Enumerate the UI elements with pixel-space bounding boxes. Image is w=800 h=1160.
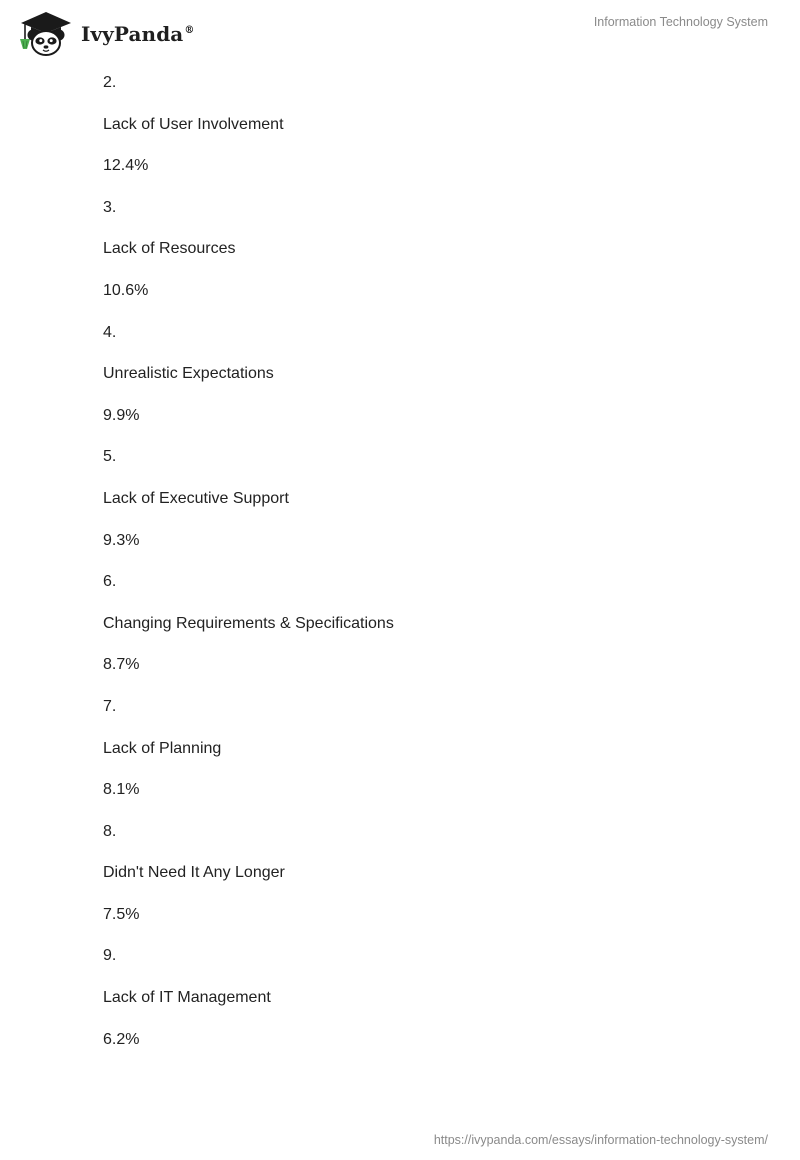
percent-6: 8.7%	[103, 656, 140, 674]
rank-9: 9.	[103, 947, 117, 965]
panda-mascot-icon	[15, 8, 77, 58]
percent-8: 7.5%	[103, 905, 140, 923]
rank-4: 4.	[103, 323, 117, 341]
percent-4: 9.9%	[103, 406, 140, 424]
factor-7: Lack of Planning	[103, 739, 222, 757]
factor-4: Unrealistic Expectations	[103, 365, 274, 383]
factor-5: Lack of Executive Support	[103, 489, 289, 507]
factor-6: Changing Requirements & Specifications	[103, 614, 394, 632]
rank-3: 3.	[103, 198, 117, 216]
rank-6: 6.	[103, 573, 117, 591]
page-header	[0, 0, 800, 60]
percent-9: 6.2%	[103, 1030, 140, 1048]
factor-9: Lack of IT Management	[103, 989, 271, 1007]
brand-name	[81, 22, 194, 46]
percent-3: 10.6%	[103, 281, 149, 299]
registered-mark: ®	[184, 25, 195, 37]
rank-2: 2.	[103, 74, 117, 91]
percent-5: 9.3%	[103, 531, 140, 549]
document-title: Information Technology System	[593, 15, 768, 29]
brand-name-text: IvyPanda	[81, 22, 184, 46]
source-url[interactable]: https://ivypanda.com/essays/information-technology-system/	[433, 1133, 768, 1147]
factor-3: Lack of Resources	[103, 240, 236, 258]
factor-2: Lack of User Involvement	[103, 115, 284, 133]
rank-7: 7.	[103, 697, 117, 715]
percent-7: 8.1%	[103, 781, 140, 799]
ivypanda-logo[interactable]	[15, 8, 194, 58]
content-list	[103, 74, 763, 1072]
rank-8: 8.	[103, 822, 117, 840]
factor-8: Didn't Need It Any Longer	[103, 864, 285, 882]
rank-5: 5.	[103, 448, 117, 466]
percent-2: 12.4%	[103, 157, 149, 175]
